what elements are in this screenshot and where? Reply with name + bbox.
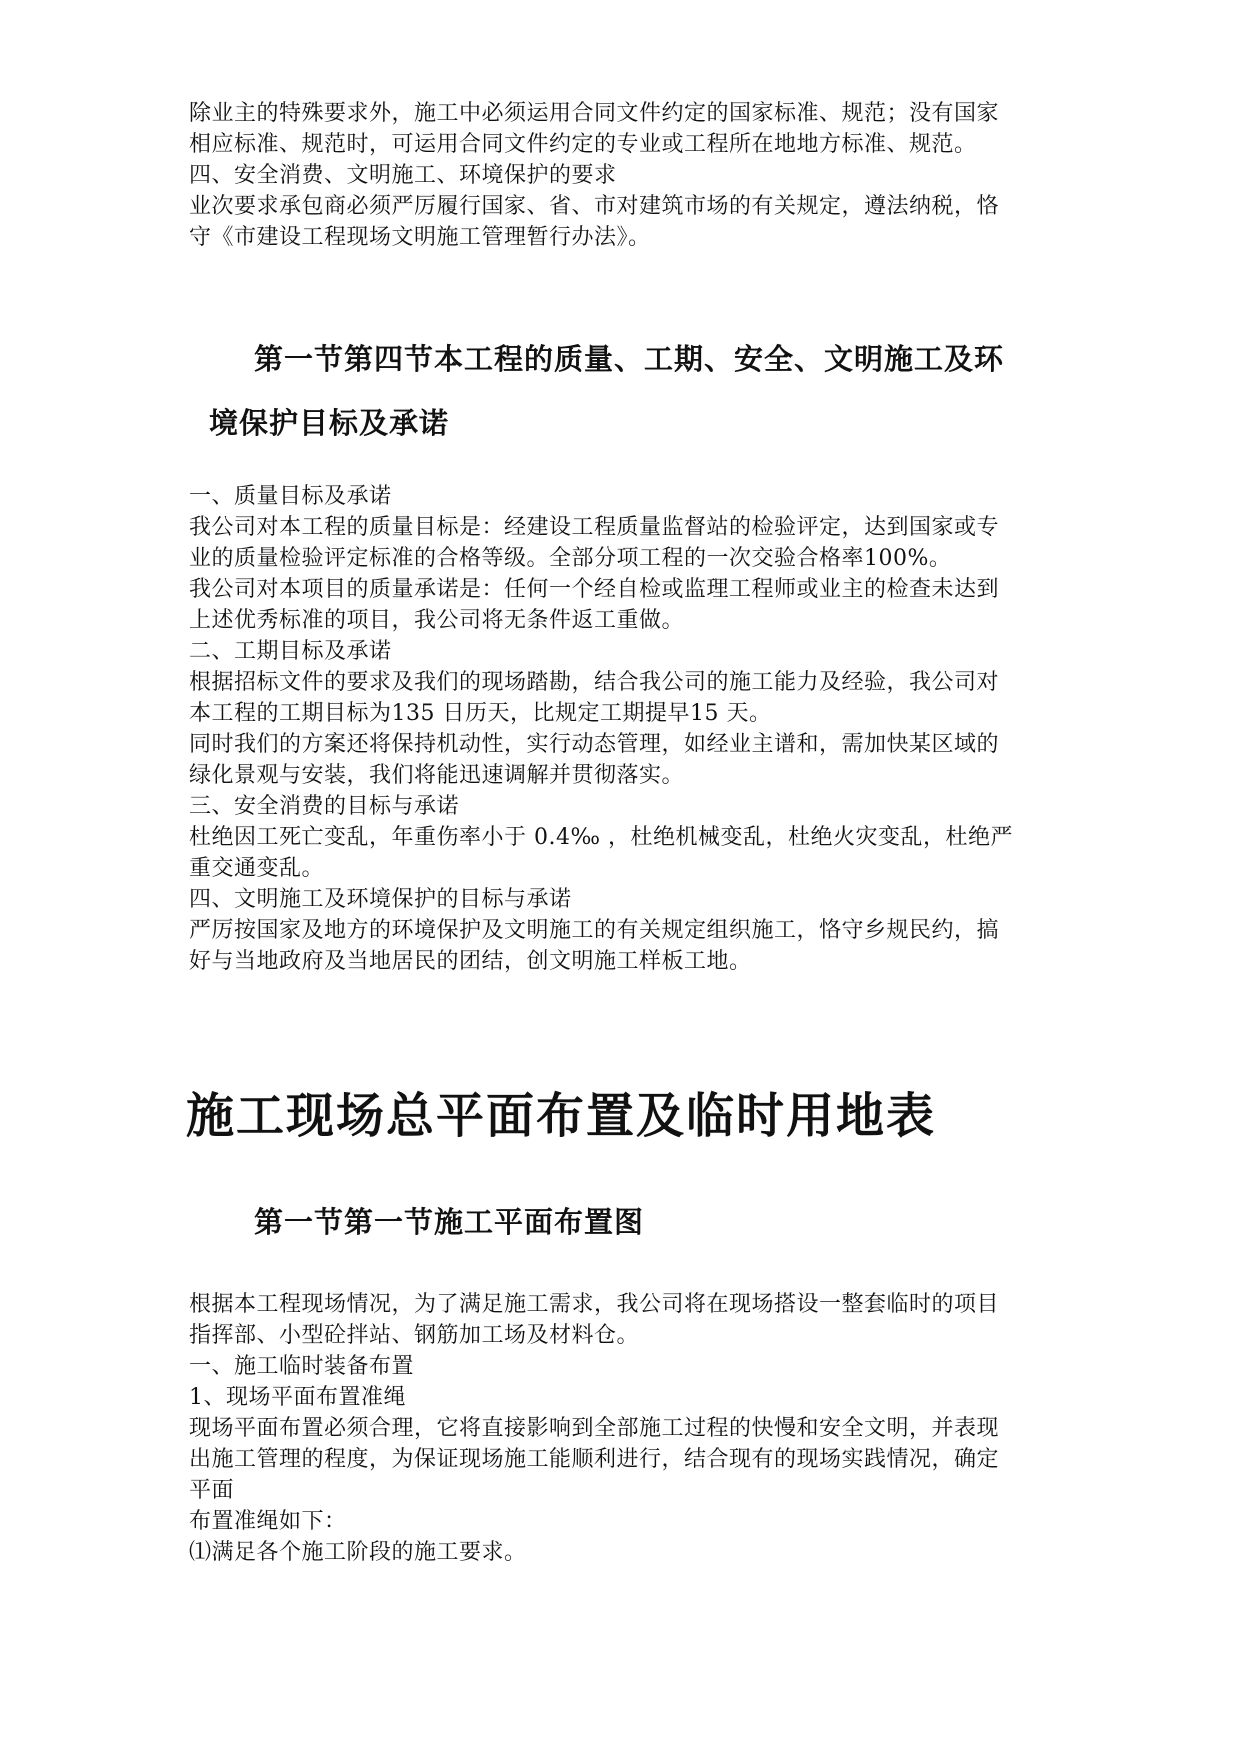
text-line: 四、安全消费、文明施工、环境保护的要求 (189, 163, 617, 188)
text-line: 我公司对本工程的质量目标是：经建设工程质量监督站的检验评定，达到国家或专 (189, 515, 1000, 540)
section-heading: 第一节第一节施工平面布置图 (254, 1205, 645, 1239)
subsection-title: 二、工期目标及承诺 (189, 639, 392, 664)
intro-text-block (189, 98, 1089, 253)
text-line: 除业主的特殊要求外，施工中必须运用合同文件约定的国家标准、规范；没有国家 (189, 101, 1000, 126)
section1-text-block (189, 1289, 1089, 1568)
text-line: 业的质量检验评定标准的合格等级。全部分项工程的一次交验合格率100%。 (189, 546, 952, 571)
text-line: 同时我们的方案还将保持机动性，实行动态管理，如经业主谱和，需加快某区域的 (189, 732, 1000, 757)
text-line: 出施工管理的程度，为保证现场施工能顺利进行，结合现有的现场实践情况，确定 (189, 1447, 1000, 1472)
subsection-title: 1、现场平面布置准绳 (189, 1385, 406, 1410)
subsection-title: 四、文明施工及环境保护的目标与承诺 (189, 887, 572, 912)
text-line: 绿化景观与安装，我们将能迅速调解并贯彻落实。 (189, 763, 685, 788)
text-line: 杜绝因工死亡变乱，年重伤率小于 0.4‰ ，杜绝机械变乱，杜绝火灾变乱，杜绝严 (189, 825, 1013, 850)
text-line: 根据招标文件的要求及我们的现场踏勘，结合我公司的施工能力及经验，我公司对 (189, 670, 1000, 695)
text-line: 上述优秀标准的项目，我公司将无条件返工重做。 (189, 608, 685, 633)
text-line: 本工程的工期目标为135 日历天，比规定工期提早15 天。 (189, 701, 772, 726)
text-line: 平面 (189, 1478, 235, 1503)
subsection-title: 三、安全消费的目标与承诺 (189, 794, 460, 819)
text-line: 指挥部、小型砼拌站、钢筋加工场及材料仓。 (189, 1323, 640, 1348)
text-line: 重交通变乱。 (189, 856, 325, 881)
text-line: 相应标准、规范时，可运用合同文件约定的专业或工程所在地地方标准、规范。 (189, 132, 977, 157)
list-item: ⑴满足各个施工阶段的施工要求。 (189, 1540, 527, 1565)
text-line: 布置准绳如下： (189, 1509, 347, 1534)
section4-text-block (189, 481, 1089, 977)
section-heading-line2: 境保护目标及承诺 (209, 406, 450, 440)
text-line: 根据本工程现场情况，为了满足施工需求，我公司将在现场搭设一整套临时的项目 (189, 1292, 1000, 1317)
text-line: 守《市建设工程现场文明施工管理暂行办法》。 (189, 225, 651, 250)
text-line: 严厉按国家及地方的环境保护及文明施工的有关规定组织施工，恪守乡规民约，搞 (189, 918, 1000, 943)
text-line: 好与当地政府及当地居民的团结，创文明施工样板工地。 (189, 949, 752, 974)
subsection-title: 一、质量目标及承诺 (189, 484, 392, 509)
chapter-title: 施工现场总平面布置及临时用地表 (186, 1088, 937, 1144)
subsection-title: 一、施工临时装备布置 (189, 1354, 415, 1379)
text-line: 业次要求承包商必须严厉履行国家、省、市对建筑市场的有关规定，遵法纳税，恪 (189, 194, 1000, 219)
text-line: 我公司对本项目的质量承诺是：任何一个经自检或监理工程师或业主的检查未达到 (189, 577, 1000, 602)
text-line: 现场平面布置必须合理，它将直接影响到全部施工过程的快慢和安全文明，并表现 (189, 1416, 1000, 1441)
section-heading-line1: 第一节第四节本工程的质量、工期、安全、文明施工及环 (254, 342, 1005, 376)
